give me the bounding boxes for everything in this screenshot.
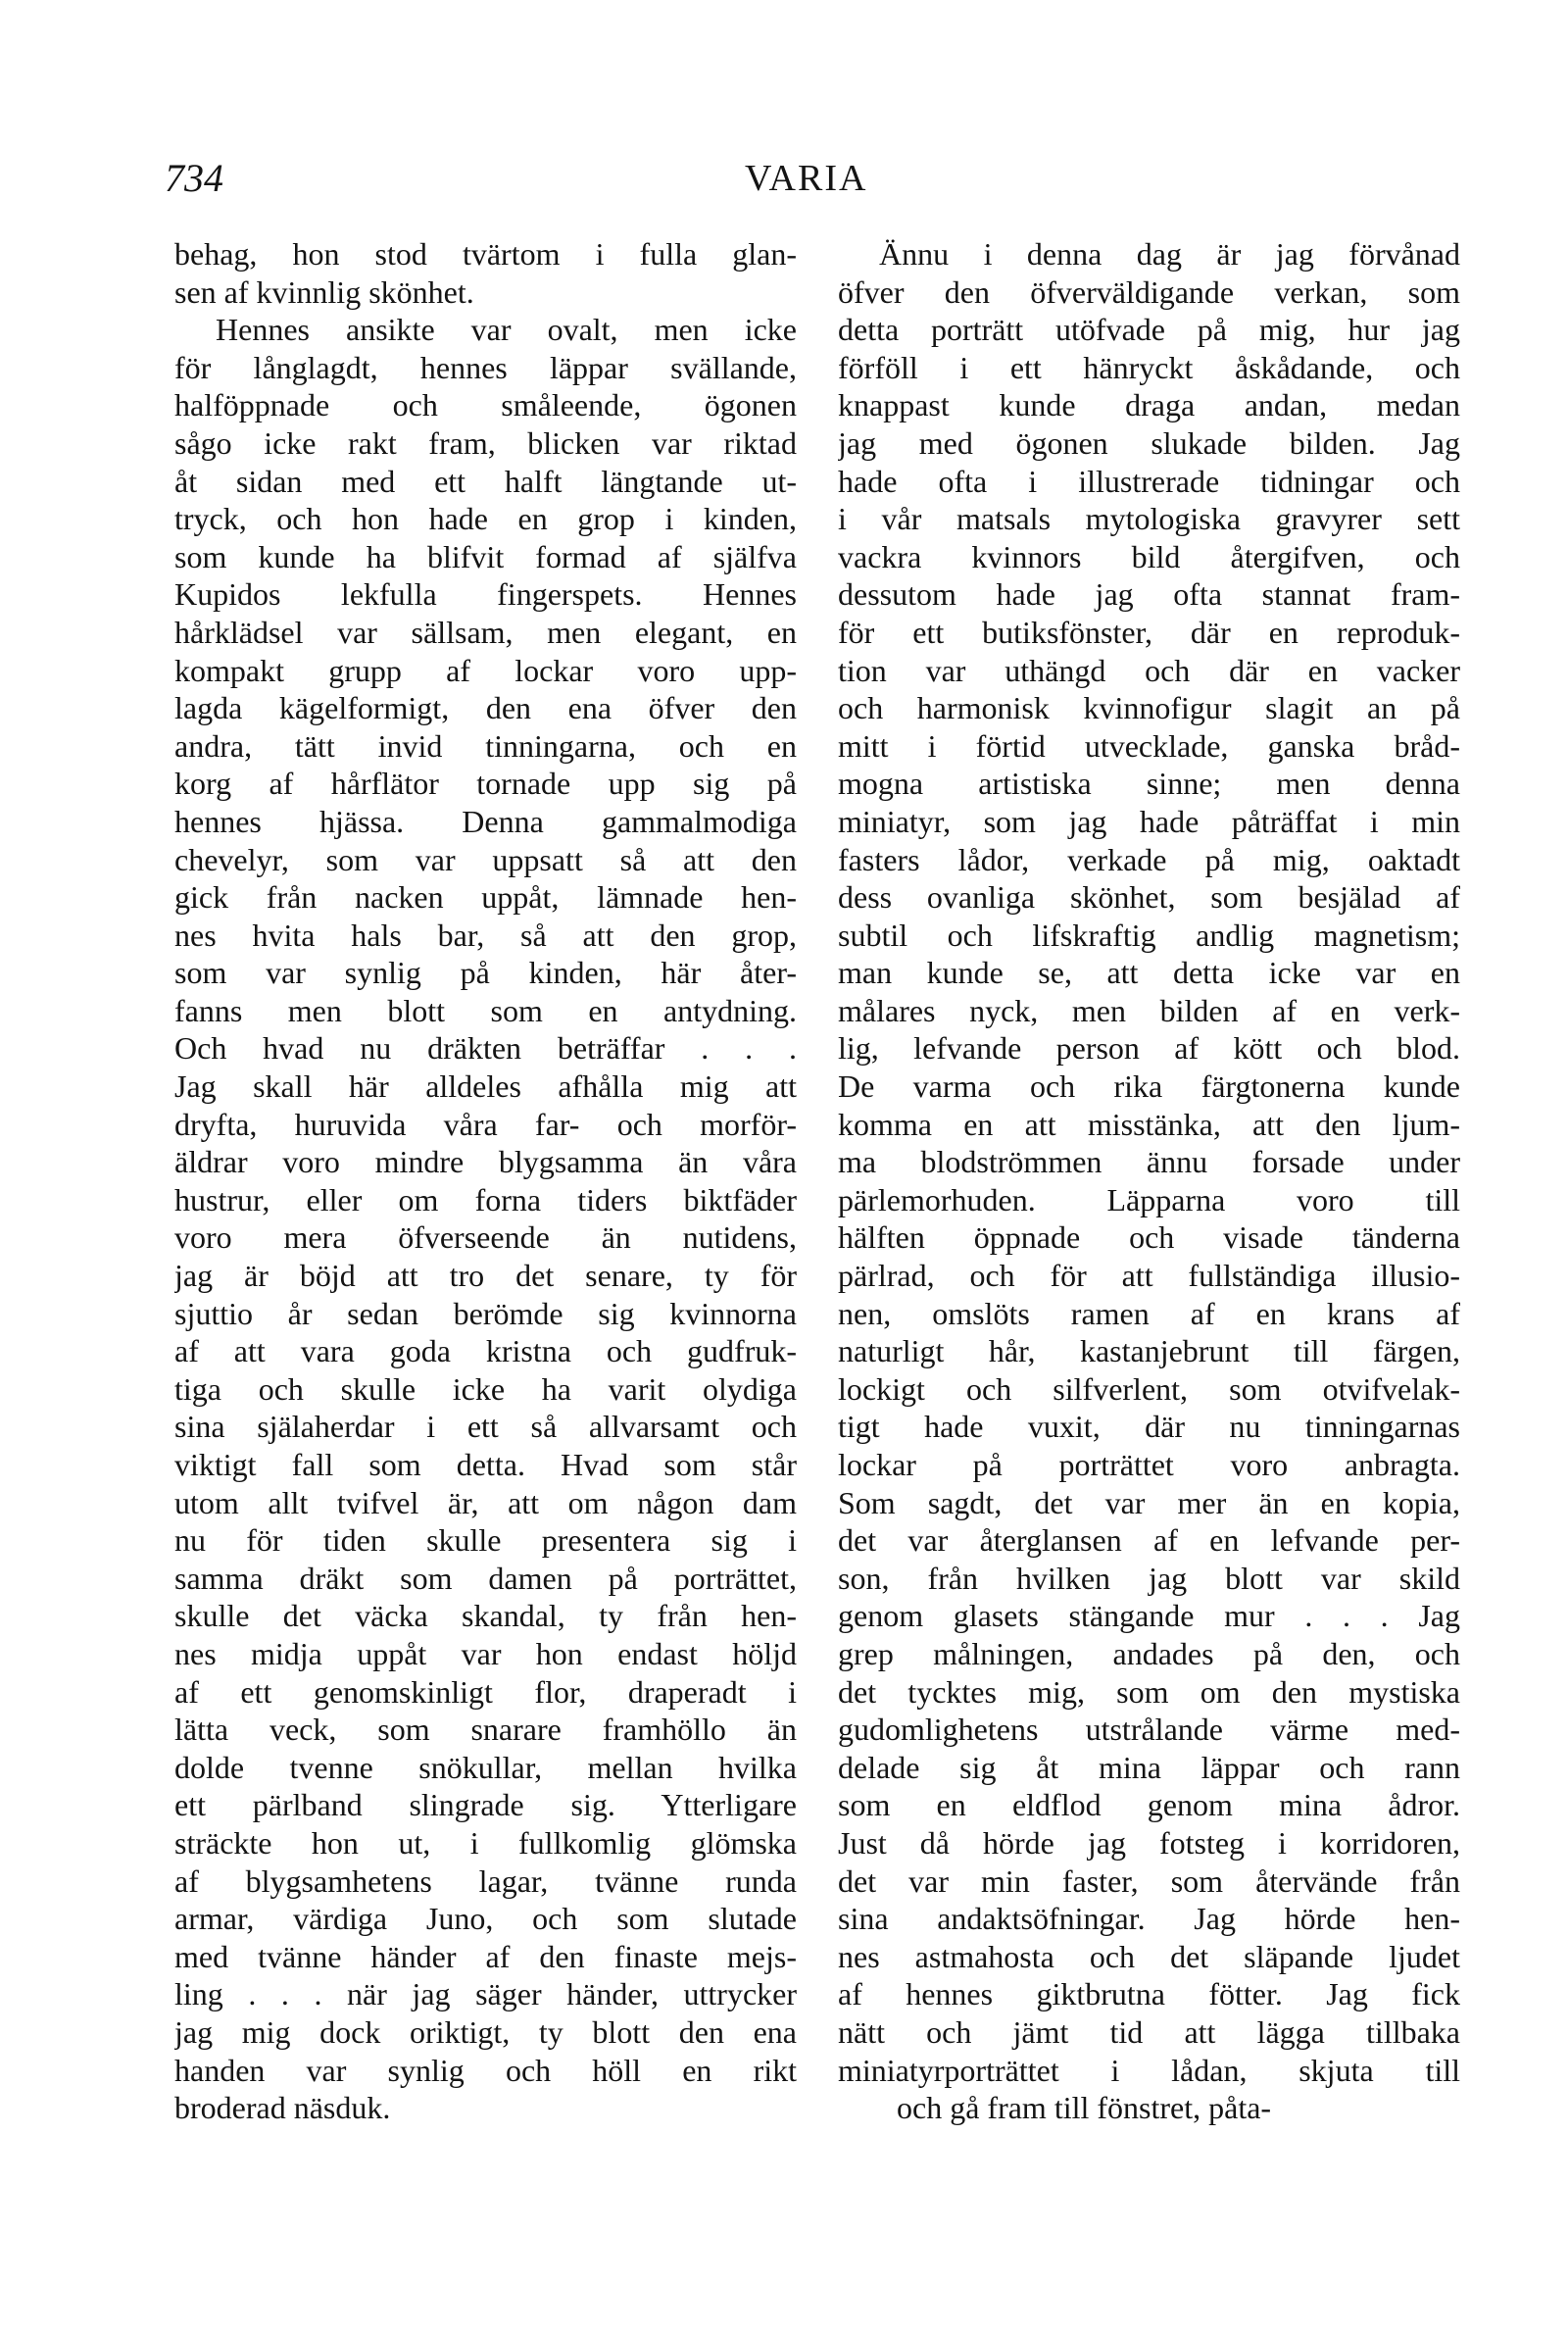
- text-line: förföll i ett hänryckt åskådande, och: [838, 349, 1460, 385]
- text-line: af ett genomskinligt flor, draperadt i: [174, 1673, 797, 1710]
- text-line: dryfta, huruvida våra far- och morför-: [174, 1106, 797, 1142]
- text-line: hustrur, eller om forna tiders biktfäder: [174, 1181, 797, 1217]
- text-line: miniatyrporträttet i lådan, skjuta till: [838, 2052, 1460, 2088]
- text-line: utom allt tvifvel är, att om någon dam: [174, 1484, 797, 1520]
- text-line: Kupidos lekfulla fingerspets. Hennes: [174, 576, 797, 613]
- page-number: 734: [165, 156, 223, 200]
- text-line: nätt och jämt tid att lägga tillbaka: [838, 2013, 1460, 2050]
- right-column: [838, 235, 1460, 2127]
- text-line: med tvänne händer af den finaste mejs-: [174, 1938, 797, 1974]
- text-line: af att vara goda kristna och gudfruk-: [174, 1333, 797, 1369]
- text-line: knappast kunde draga andan, medan: [838, 387, 1460, 423]
- text-line: gudomlighetens utstrålande värme med-: [838, 1712, 1460, 1748]
- text-line: nen, omslöts ramen af en krans af: [838, 1295, 1460, 1331]
- text-line: jag är böjd att tro det senare, ty för: [174, 1258, 797, 1294]
- text-line: Jag skall här alldeles afhålla mig att: [174, 1068, 797, 1105]
- text-line: sågo icke rakt fram, blicken var riktad: [174, 424, 797, 461]
- text-line: det var min faster, som återvände från: [838, 1862, 1460, 1899]
- text-line: Hennes ansikte var ovalt, men icke: [216, 312, 797, 348]
- text-line: korg af hårflätor tornade upp sig på: [174, 766, 797, 802]
- text-line: det tycktes mig, som om den mystiska: [838, 1673, 1460, 1710]
- text-line: Just då hörde jag fotsteg i korridoren,: [838, 1824, 1460, 1861]
- text-line: åt sidan med ett halft längtande ut-: [174, 463, 797, 499]
- text-line: som kunde ha blifvit formad af själfva: [174, 538, 797, 574]
- text-line: och gå fram till fönstret, påta-: [897, 2090, 1272, 2126]
- text-line: Ännu i denna dag är jag förvånad: [879, 236, 1460, 272]
- text-line: Och hvad nu dräkten beträffar . . .: [174, 1030, 797, 1067]
- text-line: pärlrad, och för att fullständiga illusio-: [838, 1258, 1460, 1294]
- text-line: lagda kägelformigt, den ena öfver den: [174, 690, 797, 726]
- text-line: voro mera öfverseende än nutidens,: [174, 1219, 797, 1256]
- text-line: dess ovanliga skönhet, som besjälad af: [838, 879, 1460, 916]
- page-header: [0, 149, 1568, 208]
- text-line: för ett butiksfönster, där en reproduk-: [838, 614, 1460, 650]
- text-line: behag, hon stod tvärtom i fulla glan-: [174, 236, 797, 272]
- text-line: hårklädsel var sällsam, men elegant, en: [174, 614, 797, 650]
- text-line: lig, lefvande person af kött och blod.: [838, 1030, 1460, 1067]
- text-line: tryck, och hon hade en grop i kinden,: [174, 501, 797, 537]
- text-line: sina själaherdar i ett så allvarsamt och: [174, 1409, 797, 1445]
- text-line: andra, tätt invid tinningarna, och en: [174, 727, 797, 764]
- text-line: chevelyr, som var uppsatt så att den: [174, 841, 797, 877]
- text-line: ett pärlband slingrade sig. Ytterligare: [174, 1787, 797, 1823]
- text-line: dessutom hade jag ofta stannat fram-: [838, 576, 1460, 613]
- text-line: mitt i förtid utvecklade, ganska bråd-: [838, 727, 1460, 764]
- text-line: sträckte hon ut, i fullkomlig glömska: [174, 1824, 797, 1861]
- text-line: broderad näsduk.: [174, 2090, 391, 2126]
- left-column: [174, 235, 797, 2127]
- text-line: genom glasets stängande mur . . . Jag: [838, 1598, 1460, 1634]
- text-line: det var återglansen af en lefvande per-: [838, 1522, 1460, 1559]
- text-line: delade sig åt mina läppar och rann: [838, 1749, 1460, 1785]
- text-line: i vår matsals mytologiska gravyrer sett: [838, 501, 1460, 537]
- text-line: jag med ögonen slukade bilden. Jag: [838, 424, 1460, 461]
- text-line: sina andaktsöfningar. Jag hörde hen-: [838, 1901, 1460, 1937]
- text-line: son, från hvilken jag blott var skild: [838, 1560, 1460, 1596]
- running-head: VARIA: [745, 158, 868, 199]
- text-line: som var synlig på kinden, här åter-: [174, 955, 797, 991]
- text-line: detta porträtt utöfvade på mig, hur jag: [838, 312, 1460, 348]
- text-line: nu för tiden skulle presentera sig i: [174, 1522, 797, 1559]
- text-line: ling . . . när jag säger händer, uttrycker: [174, 1976, 797, 2012]
- text-line: fasters lådor, verkade på mig, oaktadt: [838, 841, 1460, 877]
- text-line: lätta veck, som snarare framhöllo än: [174, 1712, 797, 1748]
- text-line: grep målningen, andades på den, och: [838, 1635, 1460, 1671]
- text-line: lockigt och silfverlent, som otvifvelak-: [838, 1370, 1460, 1407]
- text-line: fanns men blott som en antydning.: [174, 992, 797, 1028]
- text-line: jag mig dock oriktigt, ty blott den ena: [174, 2013, 797, 2050]
- text-line: halföppnade och småleende, ögonen: [174, 387, 797, 423]
- text-line: De varma och rika färgtonerna kunde: [838, 1068, 1460, 1105]
- text-line: af hennes giktbrutna fötter. Jag fick: [838, 1976, 1460, 2012]
- text-line: tiga och skulle icke ha varit olydiga: [174, 1370, 797, 1407]
- text-line: hennes hjässa. Denna gammalmodiga: [174, 803, 797, 839]
- text-line: lockar på porträttet voro anbragta.: [838, 1447, 1460, 1482]
- text-line: äldrar voro mindre blygsamma än våra: [174, 1144, 797, 1180]
- text-line: nes midja uppåt var hon endast höljd: [174, 1635, 797, 1671]
- text-line: mogna artistiska sinne; men denna: [838, 766, 1460, 802]
- text-line: pärlemorhuden. Läpparna voro till: [838, 1181, 1460, 1217]
- text-line: målares nyck, men bilden af en verk-: [838, 992, 1460, 1028]
- text-line: man kunde se, att detta icke var en: [838, 955, 1460, 991]
- text-line: miniatyr, som jag hade påträffat i min: [838, 803, 1460, 839]
- text-line: som en eldflod genom mina ådror.: [838, 1787, 1460, 1823]
- text-line: ma blodströmmen ännu forsade under: [838, 1144, 1460, 1180]
- text-line: subtil och lifskraftig andlig magnetism;: [838, 917, 1460, 953]
- text-line: af blygsamhetens lagar, tvänne runda: [174, 1862, 797, 1899]
- text-line: nes astmahosta och det släpande ljudet: [838, 1938, 1460, 1974]
- text-line: för långlagdt, hennes läppar svällande,: [174, 349, 797, 385]
- text-line: sjuttio år sedan berömde sig kvinnorna: [174, 1295, 797, 1331]
- text-line: tion var uthängd och där en vacker: [838, 652, 1460, 688]
- text-line: viktigt fall som detta. Hvad som står: [174, 1447, 797, 1482]
- text-line: gick från nacken uppåt, lämnade hen-: [174, 879, 797, 916]
- text-line: hade ofta i illustrerade tidningar och: [838, 463, 1460, 499]
- text-line: samma dräkt som damen på porträttet,: [174, 1560, 797, 1596]
- text-line: armar, värdiga Juno, och som slutade: [174, 1901, 797, 1937]
- text-line: kompakt grupp af lockar voro upp-: [174, 652, 797, 688]
- text-line: naturligt hår, kastanjebrunt till färgen,: [838, 1333, 1460, 1369]
- text-line: skulle det väcka skandal, ty från hen-: [174, 1598, 797, 1634]
- text-line: komma en att misstänka, att den ljum-: [838, 1106, 1460, 1142]
- text-line: hälften öppnade och visade tänderna: [838, 1219, 1460, 1256]
- text-line: nes hvita hals bar, så att den grop,: [174, 917, 797, 953]
- text-line: öfver den öfverväldigande verkan, som: [838, 273, 1460, 310]
- text-line: sen af kvinnlig skönhet.: [174, 273, 474, 310]
- text-line: dolde tvenne snökullar, mellan hvilka: [174, 1749, 797, 1785]
- text-line: och harmonisk kvinnofigur slagit an på: [838, 690, 1460, 726]
- text-line: handen var synlig och höll en rikt: [174, 2052, 797, 2088]
- text-line: tigt hade vuxit, där nu tinningarnas: [838, 1409, 1460, 1445]
- text-line: Som sagdt, det var mer än en kopia,: [838, 1484, 1460, 1520]
- text-line: vackra kvinnors bild återgifven, och: [838, 538, 1460, 574]
